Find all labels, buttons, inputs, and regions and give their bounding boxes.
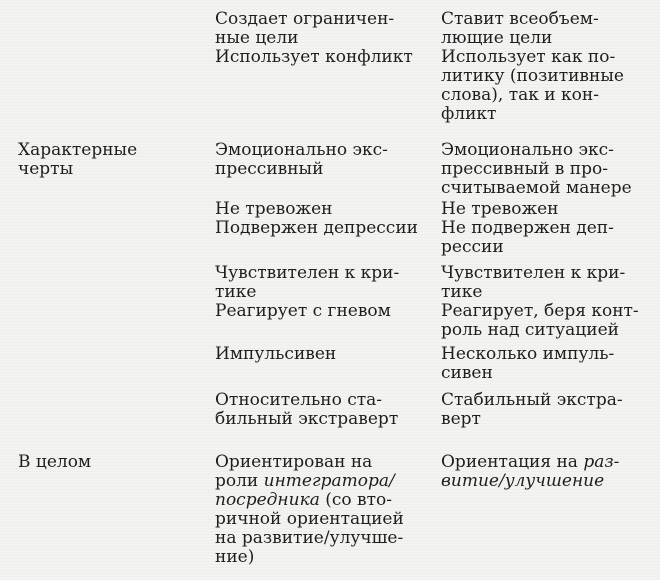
row3-col2: Чувствителен к кри- тике Реагирует с гневом <box>215 263 400 321</box>
row2-col3: Не тревожен Не подвержен деп- рессии <box>441 199 614 257</box>
row6-col2-line1: Ориентирован на <box>215 452 373 472</box>
row6-col2-line4: ричной ориентацией <box>215 509 404 529</box>
row6-col3-line1a: Ориентация на <box>441 452 584 472</box>
row5-col3: Стабильный экстра- верт <box>441 390 623 429</box>
row6-col2-line3: посредника <box>215 490 320 510</box>
row6-col2-line6: ние) <box>215 547 255 567</box>
row2-col2: Не тревожен Подвержен депрессии <box>215 199 418 238</box>
row3-col3: Чувствителен к кри- тике Реагирует, беря конт- роль над ситуацией <box>441 263 639 340</box>
row1-col3: Эмоционально экс- прессивный в про- считываемой манере <box>441 140 632 198</box>
row0-col2: Создает ограничен- ные цели Использует конфликт <box>215 9 413 67</box>
row0-col3: Ставит всеобъем- лющие цели Использует как по- литику (позитивные слова), так и кон- фликт <box>441 9 624 124</box>
row5-col2: Относительно ста- бильный экстраверт <box>215 390 399 429</box>
row6-col2-line2b: интегратора/ <box>263 471 395 491</box>
row6-col3-line1b: раз- <box>583 452 620 472</box>
row1-col1-label: Характерные черты <box>18 140 138 179</box>
row4-col2: Импульсивен <box>215 344 337 364</box>
row4-col3: Несколько импуль- сивен <box>441 344 615 383</box>
row6-col2-line2a: роли <box>215 471 264 491</box>
row6-col3-line2: витие/улучшение <box>441 471 605 491</box>
row6-col2-line5: на развитие/улучше- <box>215 528 404 548</box>
row6-col1-label: В целом <box>18 452 92 472</box>
row6-col2 <box>215 453 404 567</box>
row6-col2-line3b: (со вто- <box>319 490 393 510</box>
row6-col3 <box>441 453 619 491</box>
row1-col2: Эмоционально экс- прессивный <box>215 140 388 179</box>
